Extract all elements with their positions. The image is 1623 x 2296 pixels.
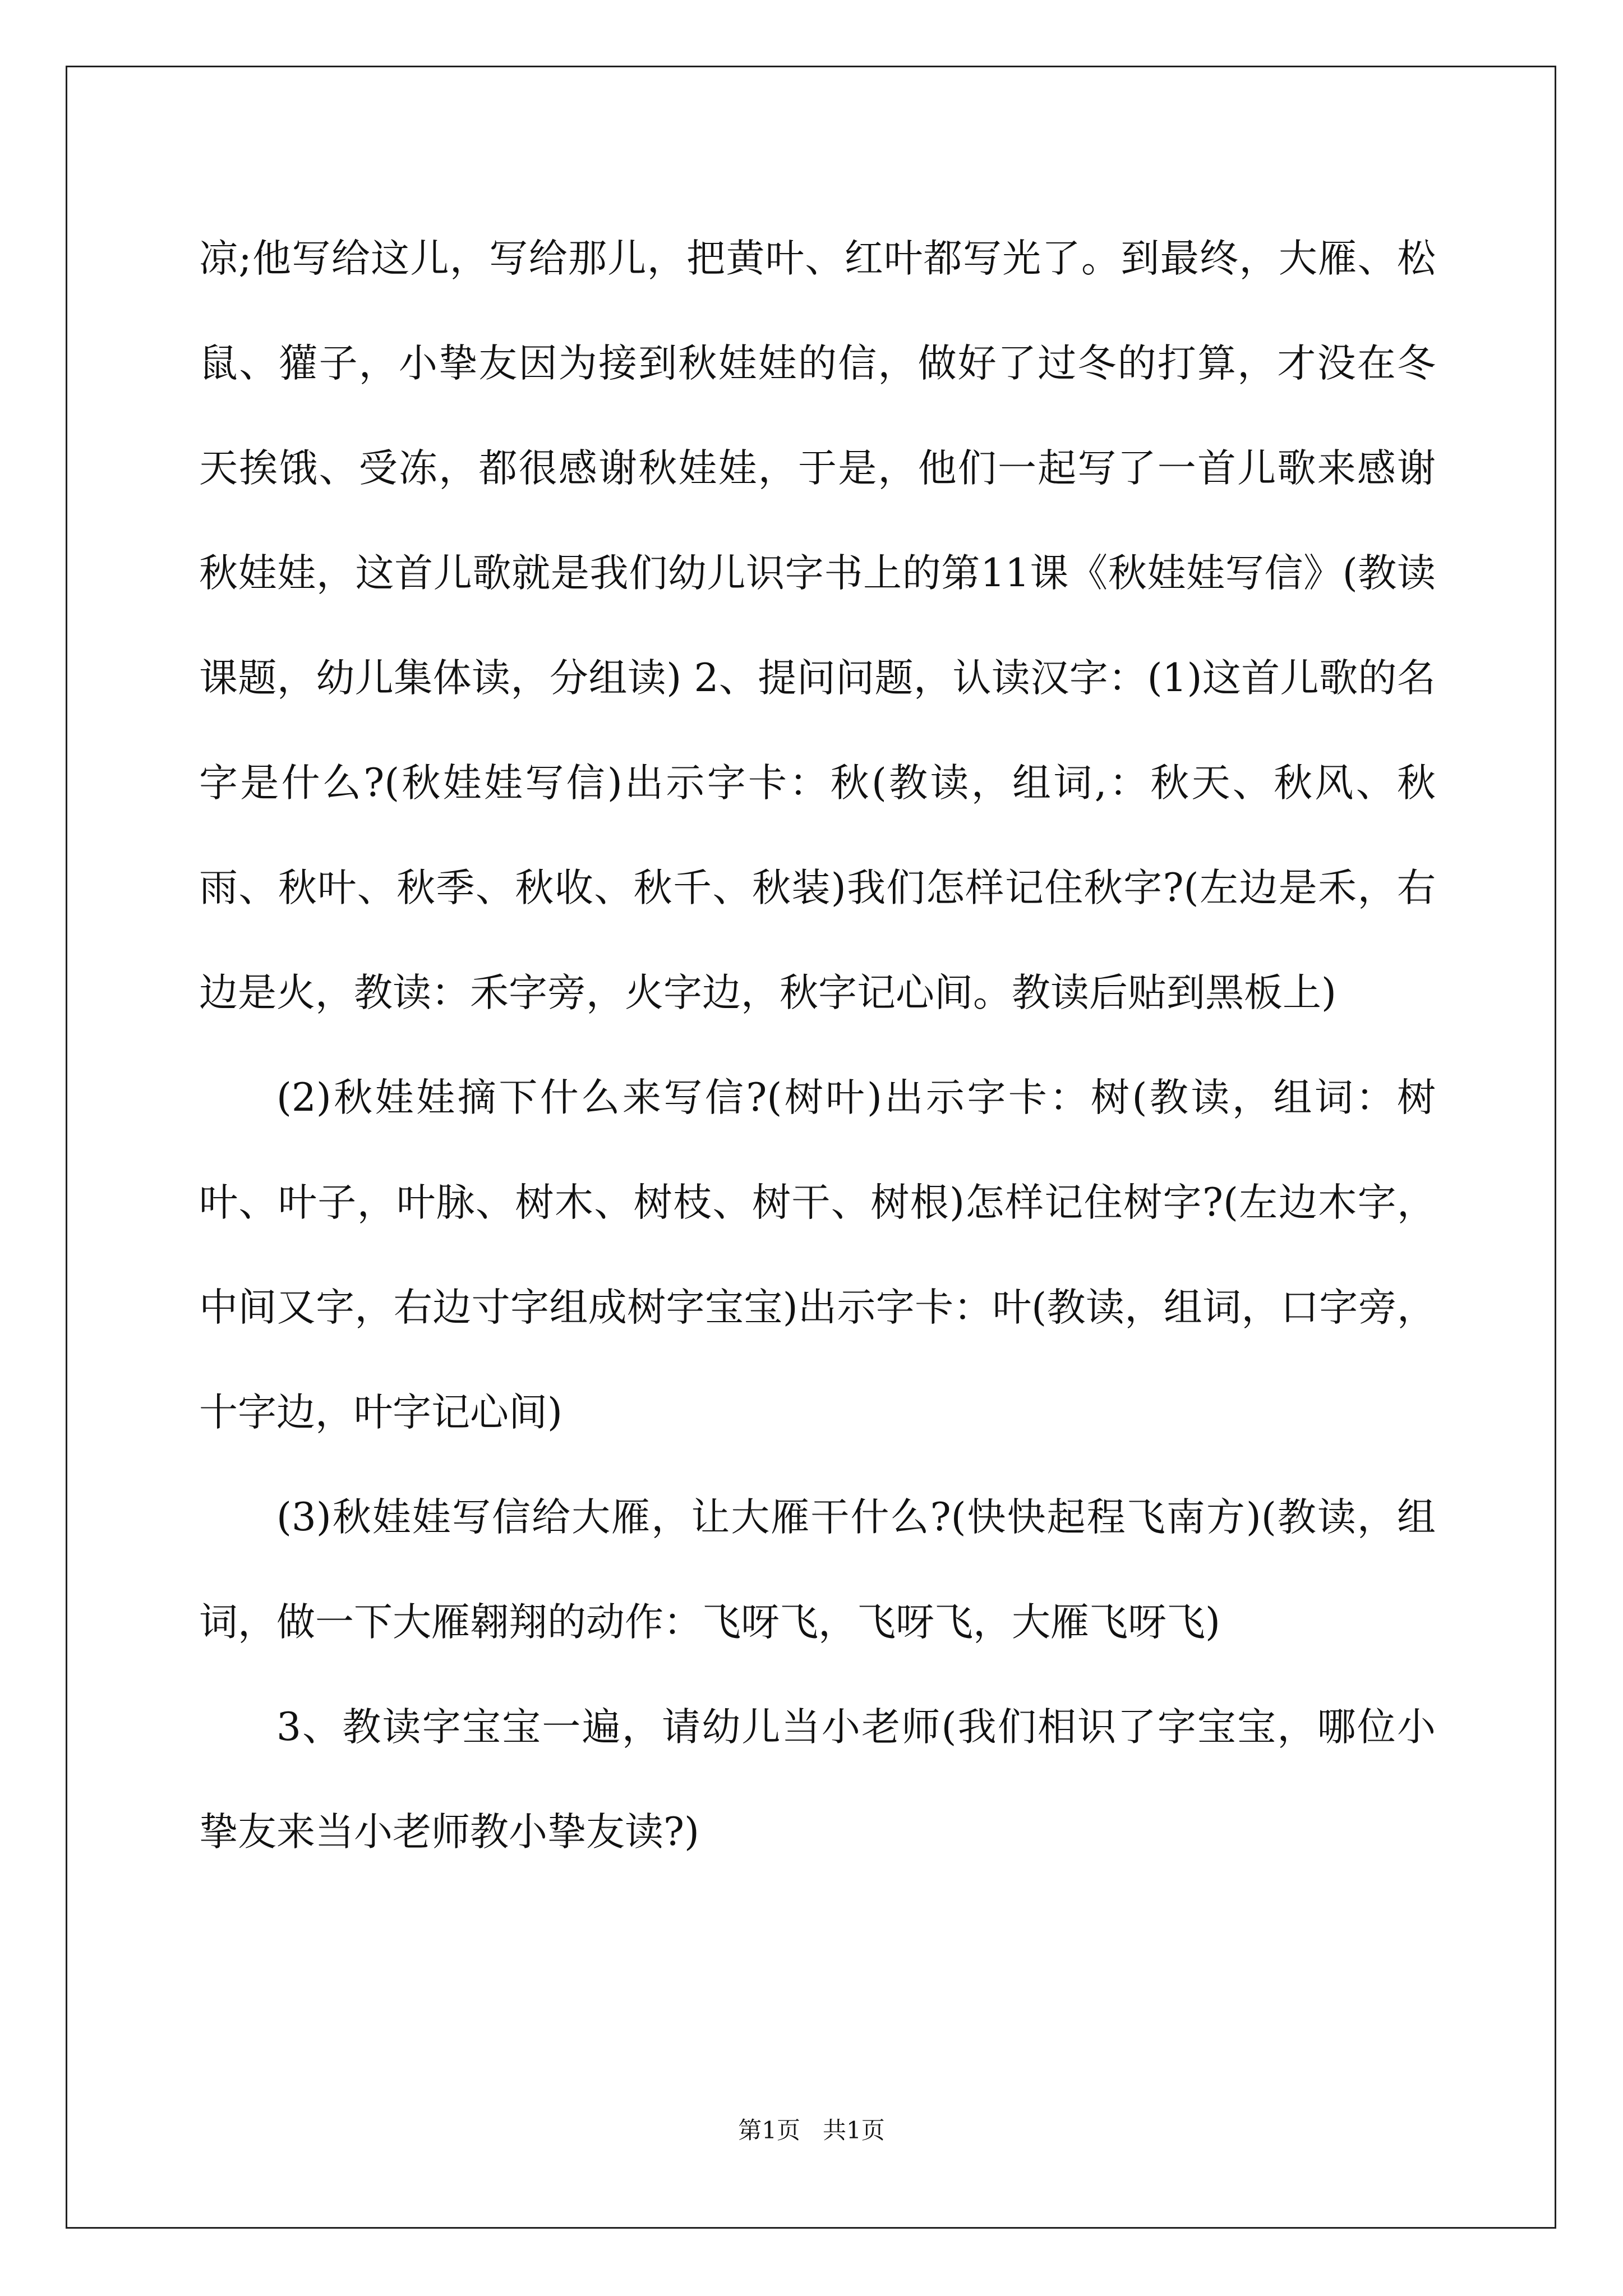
paragraph-2: (2)秋娃娃摘下什么来写信?(树叶)出示字卡：树(教读，组词：树叶、叶子，叶脉、树木、树枝、树干、树根)怎样记住树字?(左边木字，中间又字，右边寸字组成树字宝宝)出示字卡：叶(教读，组词，口字旁，十字边，叶字记心间) xyxy=(199,1075,1436,1435)
document-body xyxy=(199,206,1436,1885)
page-footer: 第1页 共1页 xyxy=(738,2116,885,2144)
paragraph-3: (3)秋娃娃写信给大雁，让大雁干什么?(快快起程飞南方)(教读，组词，做一下大雁翱翔的动作：飞呀飞，飞呀飞，大雁飞呀飞) xyxy=(199,1495,1436,1645)
paragraph-4: 3、教读字宝宝一遍，请幼儿当小老师(我们相识了字宝宝，哪位小挚友来当小老师教小挚友读?) xyxy=(199,1705,1436,1855)
paragraph-1: 凉;他写给这儿，写给那儿，把黄叶、红叶都写光了。到最终，大雁、松鼠、獾子，小挚友因为接到秋娃娃的信，做好了过冬的打算，才没在冬天挨饿、受冻，都很感谢秋娃娃，于是，他们一起写了一首儿歌来感谢秋娃娃，这首儿歌就是我们幼儿识字书上的第11课《秋娃娃写信》(教读课题，幼儿集体读，分组读) 2、提问问题，认读汉字：(1)这首儿歌的名字是什么?(秋娃娃写信)出示字卡：秋(教读，组词,：秋天、秋风、秋雨、秋叶、秋季、秋收、秋千、秋装)我们怎样记住秋字?(左边是禾，右边是火，教读：禾字旁，火字边，秋字记心间。教读后贴到黑板上) xyxy=(199,236,1436,1015)
